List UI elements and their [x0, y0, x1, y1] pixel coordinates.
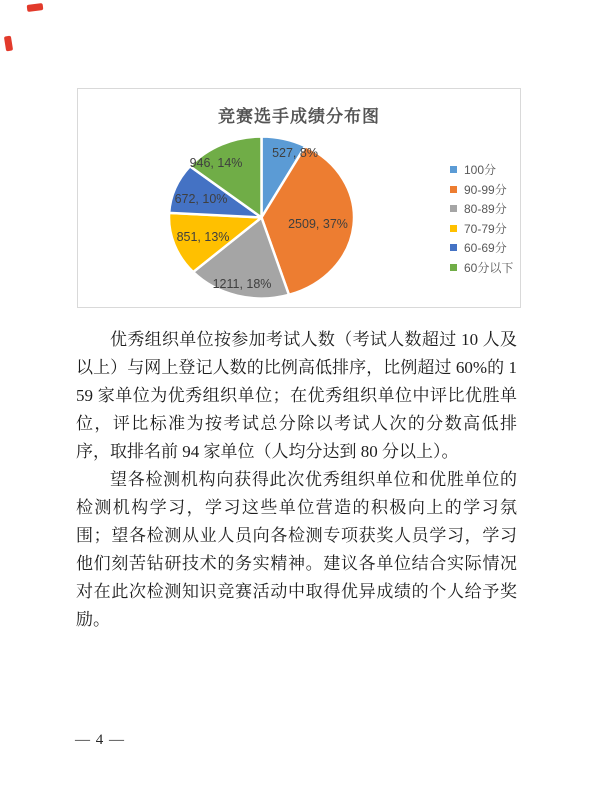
legend-item	[450, 258, 513, 278]
legend-item	[450, 160, 513, 180]
legend-label: 100分	[464, 163, 497, 178]
legend-swatch-icon	[450, 264, 457, 271]
page-number: — 4 —	[75, 732, 125, 748]
legend-label: 60分以下	[464, 260, 514, 275]
chart-title: 竞赛选手成绩分布图	[218, 107, 380, 126]
pie-data-label: 1211, 18%	[212, 277, 272, 291]
legend-swatch-icon	[450, 186, 457, 193]
legend-item	[450, 238, 513, 258]
paragraph-2: 望各检测机构向获得此次优秀组织单位和优胜单位的检测机构学习，学习这些单位营造的积极向上的学习氛围；望各检测从业人员向各检测专项获奖人员学习，学习他们刻苦钻研技术的务实精神。建议各单位结合实际情况对在此次检测知识竞赛活动中取得优异成绩的个人给予奖励。	[76, 470, 517, 629]
pie-data-label: 672, 10%	[174, 192, 228, 206]
red-pen-mark-left	[4, 36, 13, 52]
legend-item	[450, 199, 513, 219]
pie-data-label: 851, 13%	[176, 230, 230, 244]
legend-label: 90-99分	[464, 182, 507, 197]
legend-label: 60-69分	[464, 241, 507, 256]
chart-legend	[450, 160, 513, 277]
pie-data-label: 2509, 37%	[288, 217, 348, 231]
chart-panel	[77, 88, 521, 308]
legend-label: 80-89分	[464, 202, 507, 217]
pie-data-label: 527, 8%	[272, 146, 318, 160]
pie-data-label: 946, 14%	[189, 156, 243, 170]
legend-swatch-icon	[450, 244, 457, 251]
legend-swatch-icon	[450, 166, 457, 173]
red-pen-mark-top	[27, 3, 44, 12]
legend-item	[450, 219, 513, 239]
paragraph-1: 优秀组织单位按参加考试人数（考试人数超过 10 人及以上）与网上登记人数的比例高低排序，比例超过 60%的 159 家单位为优秀组织单位；在优秀组织单位中评比优胜单位，评比标准为按考试总分除以考试人次的分数高低排序，取排名前 94 家单位（人均分达到 80 分以上）。	[76, 330, 517, 461]
legend-swatch-icon	[450, 205, 457, 212]
legend-swatch-icon	[450, 225, 457, 232]
legend-label: 70-79分	[464, 221, 507, 236]
legend-item	[450, 180, 513, 200]
body-text	[76, 326, 517, 634]
